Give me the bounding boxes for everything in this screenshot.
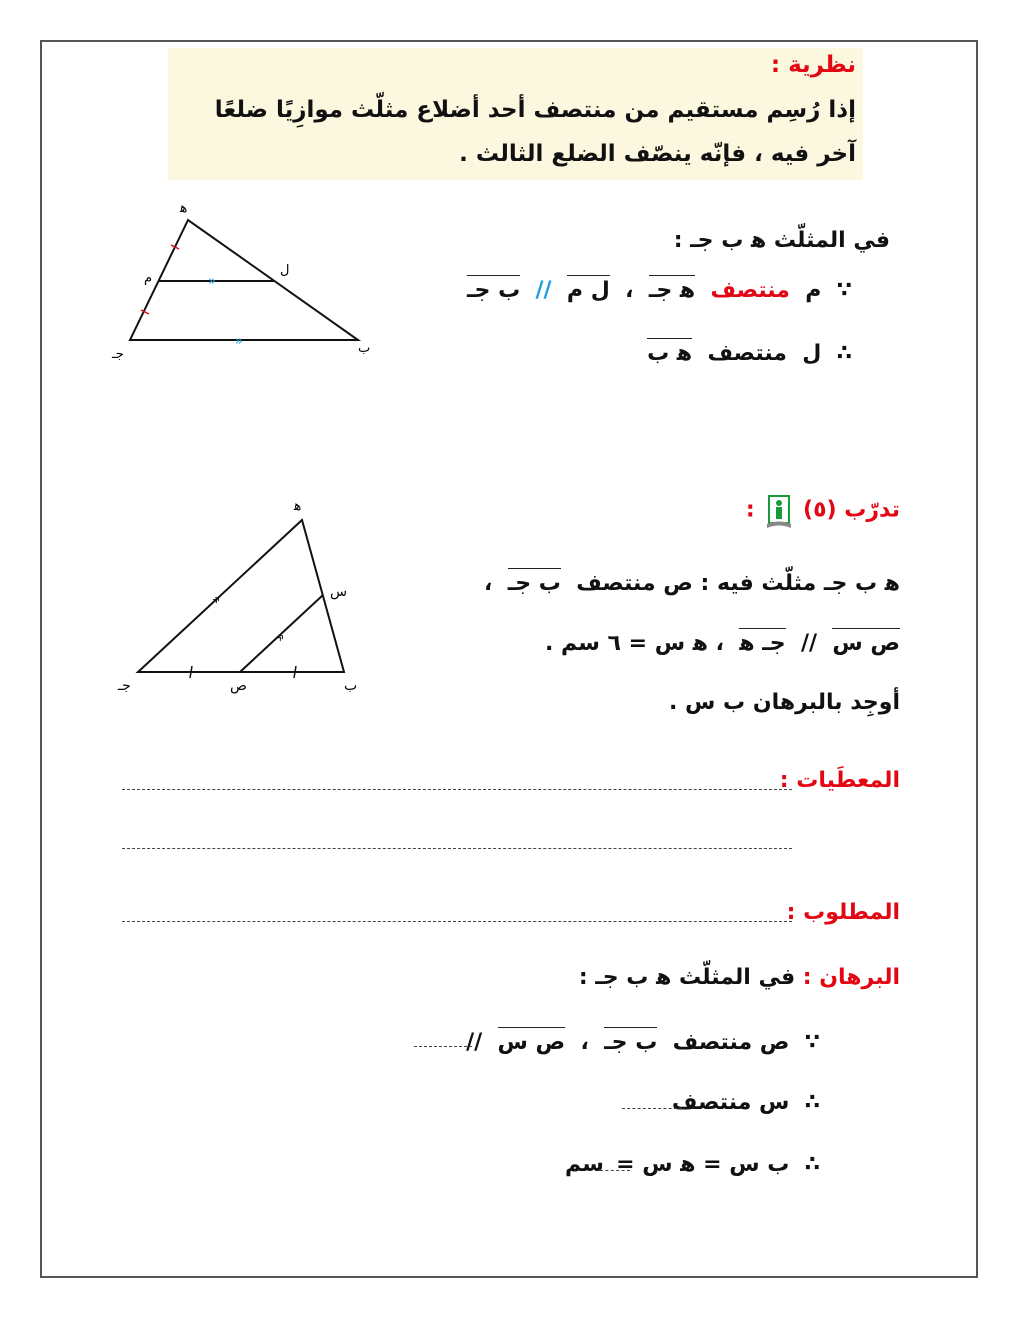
example-intro: في المثلّث ﻫ ب جـ :	[673, 228, 890, 253]
vertex-j-label: جـ	[118, 678, 131, 694]
givens-answer-line-1	[122, 789, 792, 790]
svg-text:»: »	[208, 274, 216, 289]
book-person-icon	[765, 495, 793, 529]
theorem-title: نظرية :	[770, 52, 856, 78]
segment-bj: ب جـ	[604, 1027, 657, 1055]
required-answer-line	[122, 921, 792, 922]
step3-blank[interactable]	[600, 1170, 630, 1171]
point-l-label: ل	[280, 263, 290, 278]
step1-blank[interactable]	[414, 1046, 472, 1047]
l-label: ل	[802, 341, 822, 366]
givens-label: المعطَيات :	[779, 768, 900, 793]
vertex-a-label: ﻫ	[180, 200, 188, 216]
theorem-text: إذا رُسِم مستقيم من منتصف أحد أضلاع مثلّث موازِيًا ضلعًا آخر فيه ، فإنّه ينصّف الضلع الثالث .	[214, 97, 856, 167]
proof-intro: في المثلّث ﻫ ب جـ :	[578, 965, 796, 990]
vertex-b-label: ب	[358, 341, 371, 356]
exercise-title: تدرّب (٥)	[803, 497, 900, 523]
m-label: م	[805, 278, 822, 303]
segment-bj: ب جـ	[467, 275, 520, 303]
proof-header	[579, 965, 900, 990]
example-given-line	[467, 275, 852, 303]
therefore-symbol: ∴	[836, 341, 852, 366]
point-m-label: م	[144, 271, 153, 286]
comma: ،	[484, 571, 493, 596]
since-symbol: ∵	[836, 278, 852, 303]
point-s-label: س	[330, 584, 348, 600]
segment-bj: ب جـ	[508, 568, 561, 596]
svg-text:»: »	[235, 334, 243, 349]
exercise-line-3: أوجِد بالبرهان ب س .	[669, 690, 900, 715]
proof-step-2	[672, 1090, 820, 1115]
parallel-symbol: //	[800, 631, 818, 656]
example-triangle-figure	[100, 190, 400, 370]
therefore-symbol: ∴	[804, 1090, 820, 1115]
segment-lm: ل م	[567, 275, 610, 303]
comma: ،	[580, 1030, 589, 1055]
givens-answer-line-2	[122, 848, 792, 849]
step3-text: ب س = ﻫ س =	[616, 1152, 790, 1177]
step2-text: س منتصف	[671, 1090, 790, 1115]
required-label: المطلوب :	[786, 900, 900, 925]
midpoint-word: منتصف	[707, 341, 787, 366]
exercise-colon: :	[745, 497, 755, 523]
exercise-line-2	[545, 628, 900, 656]
step2-blank[interactable]	[622, 1108, 682, 1109]
step3-unit: سم	[565, 1152, 604, 1177]
vertex-b-label: ب	[344, 678, 358, 694]
svg-text:»: »	[272, 629, 289, 646]
proof-step-1	[466, 1027, 820, 1055]
parallel-symbol: //	[535, 278, 552, 303]
proof-label: البرهان :	[802, 965, 900, 990]
exercise-line-1	[484, 568, 900, 596]
segment-ps: ص س	[832, 628, 900, 656]
step1-text: ص منتصف	[672, 1030, 790, 1055]
segment-ja: جـ ﻫ	[739, 628, 785, 656]
exercise-triangle-figure	[110, 490, 370, 705]
exercise-text-2: ، ﻫ س = ٦ سم .	[544, 631, 725, 656]
exercise-text-1: ﻫ ب جـ مثلّث فيه : ص منتصف	[576, 571, 900, 596]
comma: ،	[625, 278, 634, 303]
segment-ps: ص س	[498, 1027, 566, 1055]
proof-step-3	[616, 1152, 820, 1177]
exercise-header	[746, 495, 900, 529]
segment-ab: ﻫ ب	[647, 338, 692, 366]
point-p-label: ص	[230, 678, 247, 694]
example-conclusion-line	[647, 338, 852, 366]
svg-text:»: »	[208, 591, 225, 608]
parallel-symbol: //	[466, 1030, 483, 1055]
since-symbol: ∵	[804, 1030, 820, 1055]
segment-aj: ﻫ جـ	[649, 275, 695, 303]
midpoint-word: منتصف	[710, 278, 790, 303]
vertex-a-label: ﻫ	[294, 498, 302, 514]
therefore-symbol: ∴	[804, 1152, 820, 1177]
vertex-j-label: جـ	[112, 347, 124, 362]
